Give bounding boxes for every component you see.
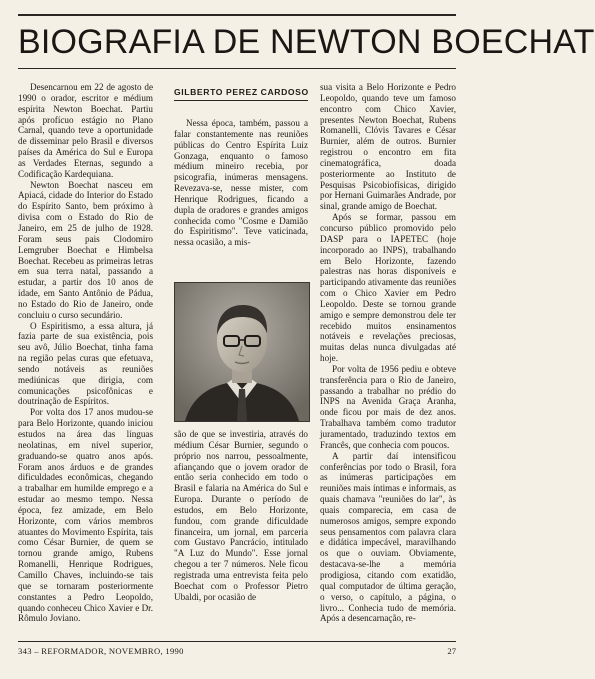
column-3 xyxy=(320,82,456,628)
paragraph: Desencarnou em 22 de agosto de 1990 o orador, escritor e médium espírita Newton Boechat. Partiu após profícuo estágio no Plano Carnal, quando teve a oportunidade de disseminar pelo Brasil e diversos países da América do Sul e Europa as Verdades Eternas, segundo a Codificação Kardequiana. xyxy=(18,82,153,179)
title-rule xyxy=(18,68,456,69)
top-rule xyxy=(18,14,456,16)
footer-publication: 343 – REFORMADOR, NOVEMBRO, 1990 xyxy=(18,646,184,656)
footer-rule xyxy=(18,641,456,642)
page-number: 27 xyxy=(447,646,456,656)
paragraph: Nessa época, também, passou a falar constantemente nas reuniões públicas do Centro Espírita Luiz Gonzaga, enquanto o famoso médium mineiro recebia, por psicografia, inúmeras mensagens. Revezava-se, nesse mister, com Henrique Rodrigues, ficando a dupla de oradores e grandes amigos conhecida como "Cosme e Damião do Espiritismo". Teve vaticinada, nessa ocasião, a mis- xyxy=(174,118,308,248)
paragraph: Newton Boechat nasceu em Apiacá, cidade do Interior do Estado do Espírito Santo, bem próximo à divisa com o Estado do Rio de Janeiro, em 25 de julho de 1928. Foram seus pais Clodomiro Lemgruber Boechat e Himbelsa Boechat. Recebeu as primeiras letras em sua terra natal, passando a estudar, a partir dos 10 anos de idade, em Santo Antônio de Pádua, no Estado do Rio de Janeiro, onde concluiu o curso secundário. xyxy=(18,179,153,320)
portrait-image xyxy=(175,283,309,421)
portrait-photo xyxy=(174,282,310,422)
paragraph: são de que se investiria, através do médium César Burnier, segundo o próprio nos narrou, pessoalmente, afiançando que o jovem orador de então seria conhecido em todo o Brasil e falaria na América do Sul e Europa. Durante o período de estudos, em Belo Horizonte, fundou, com grande dificuldade financeira, um jornal, em parceria com Gustavo Pancrácio, intitulado "A Luz do Mundo". Esse jornal chegou a ter 7 números. Nele ficou registrada uma entrevista feita pelo Boechat com o Professor Pietro Ubaldi, por ocasião de xyxy=(174,429,308,602)
paragraph: Por volta de 1956 pediu e obteve transferência para o Rio de Janeiro, passando a trabalhar no prédio do INPS na Avenida Graça Aranha, onde ficou por mais de dez anos. Trabalhava também como tradutor juramentado, traduzindo textos em Francês, que conhecia com poucos. xyxy=(320,363,456,450)
column-1 xyxy=(18,82,153,628)
column-2-bottom xyxy=(174,429,308,628)
byline: GILBERTO PEREZ CARDOSO xyxy=(174,87,308,101)
paragraph: sua visita a Belo Horizonte e Pedro Leopoldo, quando teve um famoso encontro com Chico Xavier, presentes Newton Boechat, Rubens Romanelli, Clóvis Tavares e César Burnier, além de outros. Burnier registrou o encontro em fita cinematográfica, doada posteriormente ao Instituto de Pesquisas Psicobiofísicas, dirigido por Hernani Guimarães Andrade, por sinal, grande amigo de Boechat. xyxy=(320,82,456,212)
column-2-top xyxy=(174,118,308,268)
paragraph: Por volta dos 17 anos mudou-se para Belo Horizonte, quando iniciou estudos na área das línguas neolatinas, em nível superior, graduando-se quatro anos após. Foram anos árduos e de grandes dificuldades econômicas, chegando a trabalhar em humilde emprego e a estudar ao mesmo tempo. Nessa época, fez amizade, em Belo Horizonte, com vários membros atuantes do Movimento Espírita, tais como César Burnier, de quem se tornou grande amigo, Rubens Romanelli, Henrique Rodrigues, Camillo Chaves, incluindo-se tais que se tornaram posteriormente constantes a Pedro Leopoldo, quando conheceu Chico Xavier e Dr. Rômulo Joviano. xyxy=(18,407,153,624)
paragraph: A partir daí intensificou conferências por todo o Brasil, fora as inúmeras participações em reuniões mais íntimas e informais, as quais chamava "reuniões do lar", às quais comparecia, em casa de numerosos amigos, sempre expondo seus pensamentos com palavra clara e didática impecável, maravilhando os que o ouviam. Obviamente, destacava-se-lhe a memória prodigiosa, citando com exatidão, qual computador de última geração, o verso, o capítulo, a página, o livro... Conhecia tudo de memória. Após a desencarnação, re- xyxy=(320,450,456,624)
article-title: BIOGRAFIA DE NEWTON BOECHAT xyxy=(18,23,595,61)
paragraph: Após se formar, passou em concurso público promovido pelo DASP para o IAPETEC (hoje incorporado ao INPS), trabalhando em Belo Horizonte, fazendo palestras nas horas disponíveis e participando ativamente das reuniões com o Chico Xavier em Pedro Leopoldo. Deste se tornou grande amigo e sempre demonstrou dele ter recebido muitos ensinamentos notáveis e revelações preciosas, muitas delas nunca divulgadas até hoje. xyxy=(320,212,456,364)
paragraph: O Espiritismo, a essa altura, já fazia parte de sua existência, pois seu avô, Júlio Boechat, tinha fama na região pelas curas que efetuava, sendo notáveis as reuniões mediúnicas que dirigia, com comunicações psicofônicas e doutrinação de Espíritos. xyxy=(18,320,153,407)
